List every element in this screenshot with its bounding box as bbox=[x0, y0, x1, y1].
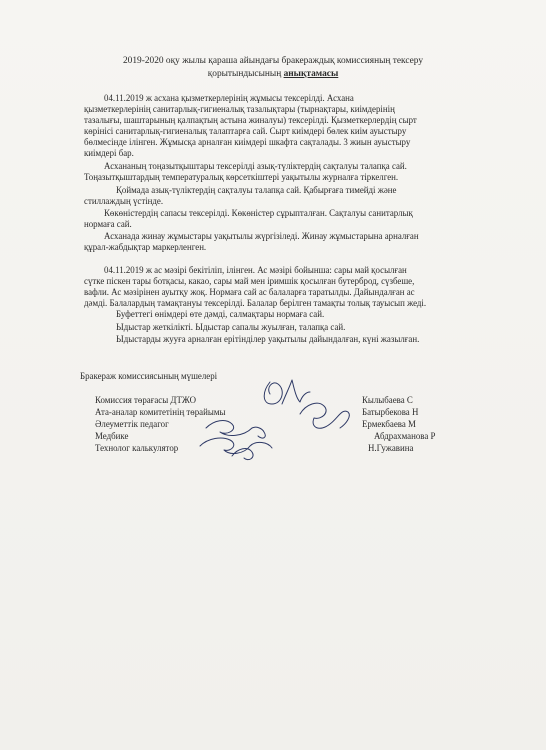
paragraph-line: бөлмесінде ілінген. Жұмысқа арналған киімдері шкафта сақталады. 3 жиын ауыстыру bbox=[84, 137, 411, 147]
paragraph-line: Ыдыстарды жууға арналған ерітінділер уақытылы дайындалған, күні жазылған. bbox=[116, 334, 420, 344]
document-title-plain: қорытындысының bbox=[207, 69, 284, 79]
paragraph-line: Асхананың тоңазытқыштары тексерілді азық-түліктердің сақталуы талапқа сай. bbox=[104, 161, 407, 171]
commission-member-name: Абдрахманова Р bbox=[374, 431, 436, 441]
signature-5 bbox=[232, 449, 253, 460]
paragraph-line: тазалығы, шаштарының қалпақтың астына жиналуы) тексерілді. Қызметкерлердің сырт bbox=[84, 115, 417, 125]
paragraph-line: қызметкерлерінің санитарлық-гигиеналық тазалықтары (тырнақтары, киімдерінің bbox=[84, 104, 395, 114]
document-title-underlined: анықтамасы bbox=[283, 69, 339, 79]
paragraph-line: 04.11.2019 ж ас мәзірі бекітіліп, ілінген. Ас мәзірі бойынша: сары май қосылған bbox=[104, 265, 407, 275]
paragraph-line: құрал-жабдықтар маркерленген. bbox=[84, 242, 207, 252]
paragraph-line: 04.11.2019 ж асхана қызметкерлерінің жұмысы тексерілді. Асхана bbox=[104, 93, 354, 103]
paragraph-line: сүтке піскен тары ботқасы, какао, сары май мен іримшік қосылған бутерброд, сүзбеше, bbox=[84, 276, 415, 286]
paragraph-line: вафли. Ас мәзірінен ауытқу жоқ. Нормаға сай ас балаларға таратылды. Дайындалған ас bbox=[84, 287, 415, 297]
commission-role: Әлеуметтік педагог bbox=[95, 419, 169, 429]
paragraph-line: стиллаждың үстінде. bbox=[84, 196, 164, 206]
commission-role: Комиссия төрағасы ДТЖО bbox=[95, 395, 197, 405]
commission-member-name: Н.Гужавина bbox=[368, 443, 414, 453]
commission-member-name: Батырбекова Н bbox=[362, 407, 419, 417]
signature-1 bbox=[264, 380, 310, 404]
commission-role: Технолог калькулятор bbox=[95, 443, 179, 453]
commission-heading: Бракераж комиссиясының мүшелері bbox=[80, 371, 218, 381]
paragraph-line: дәмді. Балалардың тамақтануы тексерілді. Балалар берілген тамақты толық тауысып жеді. bbox=[84, 298, 427, 308]
document-title-line-1: 2019-2020 оқу жылы қараша айындағы бракераждық комиссияның тексеру bbox=[122, 56, 424, 66]
commission-member-name: Кылыбаева С bbox=[362, 395, 413, 405]
signature-3 bbox=[206, 421, 265, 439]
commission-role: Ата-аналар комитетінің төрайымы bbox=[95, 407, 226, 417]
paragraph-line: Ыдыстар жеткілікті. Ыдыстар сапалы жуылған, талапқа сай. bbox=[116, 322, 346, 332]
paragraph-line: Буфеттегі өнімдері өте дәмді, салмақтары нормаға сай. bbox=[116, 309, 325, 319]
paragraph-line: Қоймада азық-түліктердің сақталуы талапқа сай. Қабырғаға тимейді және bbox=[116, 185, 397, 195]
paragraph-line: Көкөністердің сапасы тексерілді. Көкөністер сұрыпталған. Сақталуы санитарлық bbox=[104, 208, 413, 218]
paragraph-line: нормаға сай. bbox=[84, 219, 132, 229]
signature-2 bbox=[300, 403, 349, 428]
commission-member-name: Ермекбаева М bbox=[362, 419, 416, 429]
paragraph-line: Асханада жинау жұмыстары уақытылы жүргізіледі. Жинау жұмыстарына арналған bbox=[104, 231, 419, 241]
paragraph-line: киімдері бар. bbox=[84, 148, 134, 158]
paragraph-line: көрінісі санитарлық-гигиеналық талаптарға сай. Сырт киімдері бөлек киім ауыстыру bbox=[84, 126, 407, 136]
signature-4 bbox=[200, 438, 272, 453]
paragraph-line: Тоңазытқыштардың температуралық көрсеткіштері уақытылы журналға тіркелген. bbox=[84, 172, 399, 182]
commission-role: Медбике bbox=[95, 431, 129, 441]
